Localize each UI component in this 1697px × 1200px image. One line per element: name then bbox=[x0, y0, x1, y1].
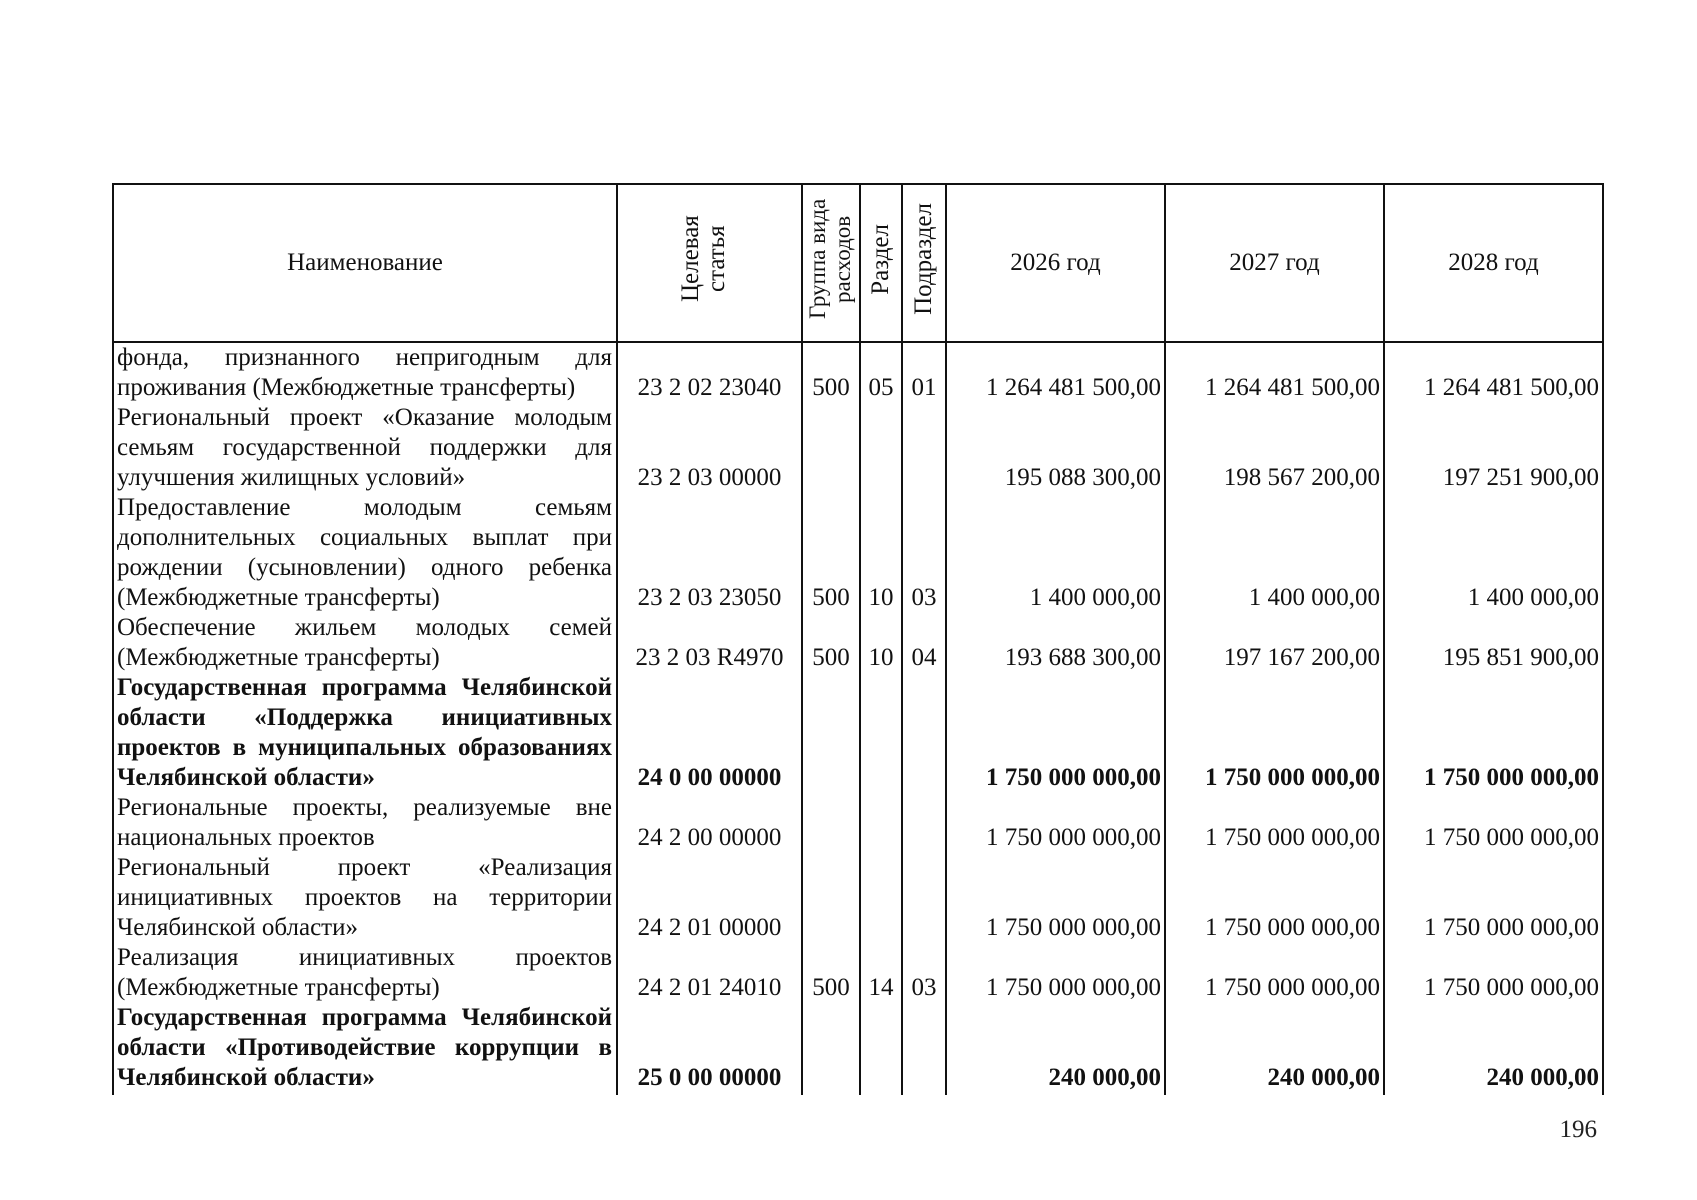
row-expense-group bbox=[802, 853, 860, 943]
header-expense-group-label: Группа вида расходов bbox=[805, 198, 855, 320]
row-amount-2026: 1 750 000 000,00 bbox=[946, 793, 1165, 853]
header-subsection bbox=[902, 184, 946, 342]
row-target-article: 23 2 03 23050 bbox=[617, 493, 802, 613]
row-subsection: 03 bbox=[902, 943, 946, 1003]
row-name: Государственная программа Челябинской области «Противодействие коррупции в Челябинской области» bbox=[113, 1003, 617, 1095]
row-name: Государственная программа Челябинской области «Поддержка инициативных проектов в муниципальных образованиях Челябинской области» bbox=[113, 673, 617, 793]
row-target-article: 23 2 03 R4970 bbox=[617, 613, 802, 673]
row-amount-2028: 1 750 000 000,00 bbox=[1384, 793, 1603, 853]
row-name: Региональный проект «Оказание молодым семьям государственной поддержки для улучшения жилищных условий» bbox=[113, 403, 617, 493]
table-row bbox=[113, 613, 1603, 673]
row-amount-2028: 197 251 900,00 bbox=[1384, 403, 1603, 493]
header-target-article bbox=[617, 184, 802, 342]
row-subsection bbox=[902, 403, 946, 493]
row-section bbox=[860, 853, 902, 943]
row-expense-group: 500 bbox=[802, 342, 860, 403]
table-row bbox=[113, 793, 1603, 853]
budget-table bbox=[112, 183, 1604, 1095]
row-amount-2027: 1 750 000 000,00 bbox=[1165, 793, 1384, 853]
header-target-article-label: Целевая статья bbox=[676, 215, 730, 303]
row-subsection: 04 bbox=[902, 613, 946, 673]
header-year-2028-label: 2028 год bbox=[1448, 249, 1539, 276]
row-amount-2027: 197 167 200,00 bbox=[1165, 613, 1384, 673]
row-amount-2027: 1 750 000 000,00 bbox=[1165, 853, 1384, 943]
row-subsection: 03 bbox=[902, 493, 946, 613]
row-name: Предоставление молодым семьям дополнительных социальных выплат при рождении (усыновлении) одного ребенка (Межбюджетные трансферты) bbox=[113, 493, 617, 613]
row-expense-group bbox=[802, 673, 860, 793]
row-amount-2026: 193 688 300,00 bbox=[946, 613, 1165, 673]
row-expense-group: 500 bbox=[802, 613, 860, 673]
header-year-2026 bbox=[946, 184, 1165, 342]
row-section: 14 bbox=[860, 943, 902, 1003]
table-row bbox=[113, 1003, 1603, 1095]
row-section bbox=[860, 793, 902, 853]
row-section bbox=[860, 403, 902, 493]
row-expense-group bbox=[802, 403, 860, 493]
row-subsection bbox=[902, 853, 946, 943]
row-target-article: 23 2 03 00000 bbox=[617, 403, 802, 493]
table-body bbox=[113, 342, 1603, 1095]
row-section: 05 bbox=[860, 342, 902, 403]
row-amount-2026: 1 750 000 000,00 bbox=[946, 673, 1165, 793]
header-year-2027 bbox=[1165, 184, 1384, 342]
row-amount-2027: 1 264 481 500,00 bbox=[1165, 342, 1384, 403]
row-name: Обеспечение жильем молодых семей (Межбюджетные трансферты) bbox=[113, 613, 617, 673]
row-amount-2028: 1 750 000 000,00 bbox=[1384, 673, 1603, 793]
row-section: 10 bbox=[860, 493, 902, 613]
row-amount-2027: 198 567 200,00 bbox=[1165, 403, 1384, 493]
row-amount-2026: 1 750 000 000,00 bbox=[946, 943, 1165, 1003]
table-header-row bbox=[113, 184, 1603, 342]
row-target-article: 24 2 00 00000 bbox=[617, 793, 802, 853]
table-row bbox=[113, 853, 1603, 943]
page-number: 196 bbox=[1559, 1116, 1597, 1143]
table-row bbox=[113, 493, 1603, 613]
row-expense-group: 500 bbox=[802, 943, 860, 1003]
row-name: фонда, признанного непригодным для проживания (Межбюджетные трансферты) bbox=[113, 342, 617, 403]
row-subsection bbox=[902, 673, 946, 793]
header-subsection-label: Подраздел bbox=[910, 203, 937, 315]
header-year-2028 bbox=[1384, 184, 1603, 342]
header-section-label: Раздел bbox=[867, 223, 894, 295]
row-amount-2028: 1 264 481 500,00 bbox=[1384, 342, 1603, 403]
header-year-2027-label: 2027 год bbox=[1229, 249, 1320, 276]
header-name bbox=[113, 184, 617, 342]
row-section: 10 bbox=[860, 613, 902, 673]
budget-table-sheet bbox=[112, 183, 1604, 1095]
row-section bbox=[860, 1003, 902, 1095]
row-amount-2028: 1 400 000,00 bbox=[1384, 493, 1603, 613]
row-target-article: 24 0 00 00000 bbox=[617, 673, 802, 793]
row-target-article: 23 2 02 23040 bbox=[617, 342, 802, 403]
row-amount-2026: 1 400 000,00 bbox=[946, 493, 1165, 613]
row-name: Региональные проекты, реализуемые вне национальных проектов bbox=[113, 793, 617, 853]
header-year-2026-label: 2026 год bbox=[1010, 249, 1101, 276]
header-name-label: Наименование bbox=[287, 249, 443, 276]
row-expense-group: 500 bbox=[802, 493, 860, 613]
row-expense-group bbox=[802, 1003, 860, 1095]
row-target-article: 24 2 01 00000 bbox=[617, 853, 802, 943]
row-amount-2028: 240 000,00 bbox=[1384, 1003, 1603, 1095]
row-expense-group bbox=[802, 793, 860, 853]
row-amount-2028: 1 750 000 000,00 bbox=[1384, 853, 1603, 943]
row-amount-2027: 1 750 000 000,00 bbox=[1165, 673, 1384, 793]
row-target-article: 24 2 01 24010 bbox=[617, 943, 802, 1003]
row-name: Региональный проект «Реализация инициативных проектов на территории Челябинской области» bbox=[113, 853, 617, 943]
table-row bbox=[113, 403, 1603, 493]
row-amount-2026: 240 000,00 bbox=[946, 1003, 1165, 1095]
row-amount-2028: 195 851 900,00 bbox=[1384, 613, 1603, 673]
row-amount-2026: 195 088 300,00 bbox=[946, 403, 1165, 493]
row-section bbox=[860, 673, 902, 793]
table-row bbox=[113, 673, 1603, 793]
row-amount-2026: 1 750 000 000,00 bbox=[946, 853, 1165, 943]
row-target-article: 25 0 00 00000 bbox=[617, 1003, 802, 1095]
header-section bbox=[860, 184, 902, 342]
row-subsection bbox=[902, 1003, 946, 1095]
row-subsection bbox=[902, 793, 946, 853]
row-name: Реализация инициативных проектов (Межбюджетные трансферты) bbox=[113, 943, 617, 1003]
row-amount-2026: 1 264 481 500,00 bbox=[946, 342, 1165, 403]
row-amount-2027: 1 750 000 000,00 bbox=[1165, 943, 1384, 1003]
table-row bbox=[113, 943, 1603, 1003]
row-amount-2028: 1 750 000 000,00 bbox=[1384, 943, 1603, 1003]
row-amount-2027: 240 000,00 bbox=[1165, 1003, 1384, 1095]
row-subsection: 01 bbox=[902, 342, 946, 403]
row-amount-2027: 1 400 000,00 bbox=[1165, 493, 1384, 613]
header-expense-group bbox=[802, 184, 860, 342]
table-row bbox=[113, 342, 1603, 403]
